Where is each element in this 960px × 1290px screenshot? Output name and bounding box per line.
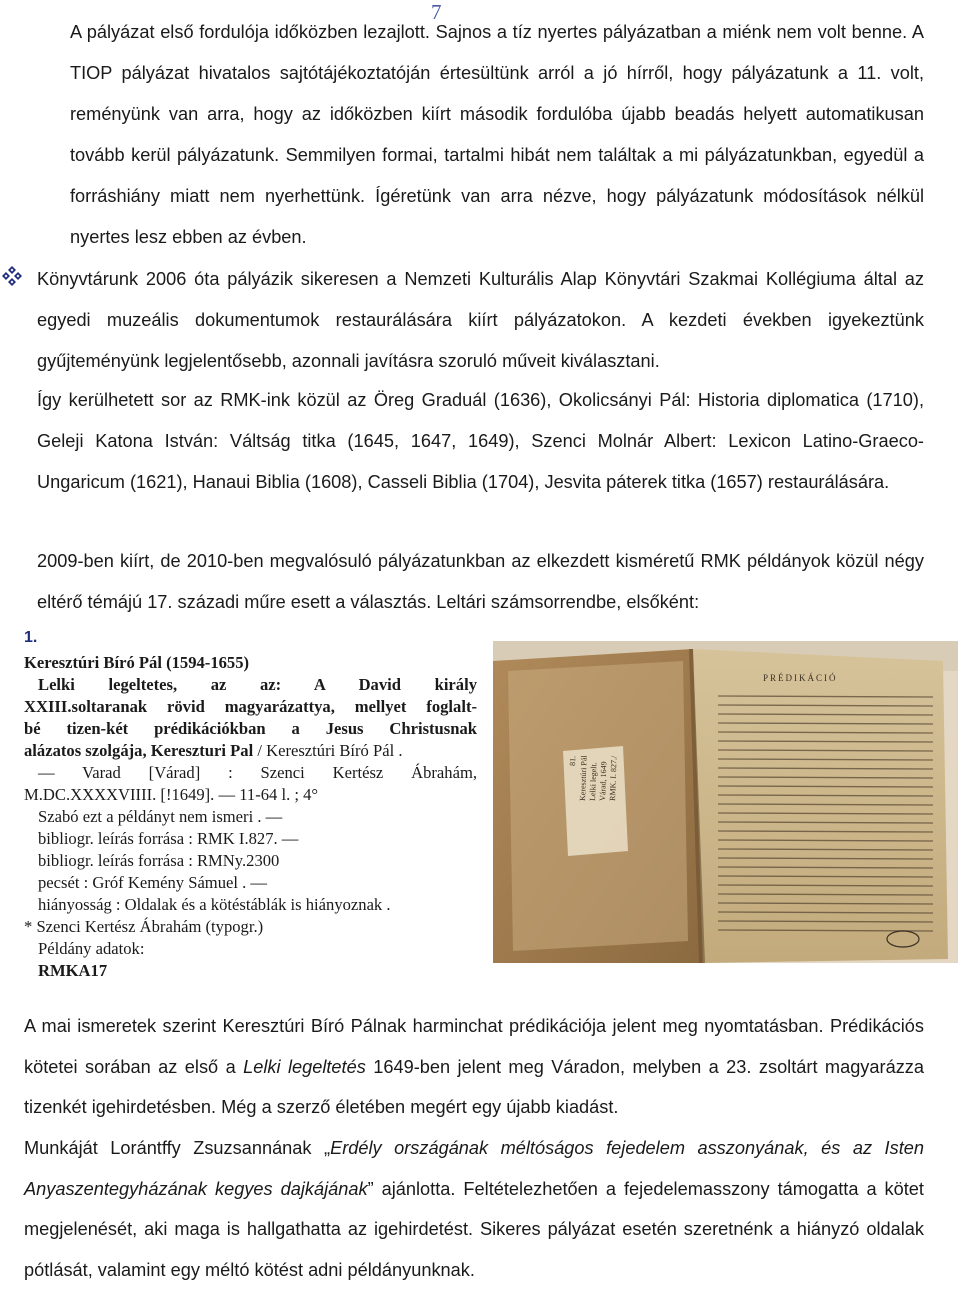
item-number: 1.: [24, 629, 38, 646]
spine-label-line: Várad, 1649: [598, 761, 609, 802]
catalog-title-line-2: XXIII.soltaranak rövid magyarázattya, mellyet foglalt-: [24, 697, 477, 716]
paragraph-dedication-part-2: ” ajánlotta. Feltételezhetően a fejedelemasszony támogatta a kötet megjelenését, aki maga is hallgathatta az igehirdetést. Sikeres pályázat esetén szeretnénk a hiányzó oldalak pótlását, valamint egy méltó kötést adni példányunknak.: [24, 1178, 924, 1280]
catalog-record: [24, 652, 477, 982]
diamond-cluster-icon: [2, 263, 36, 297]
book-photo: [493, 641, 958, 963]
catalog-title-line-4: [24, 740, 477, 762]
catalog-title-line-1: Lelki legeltetes, az az: A David király: [38, 675, 477, 694]
catalog-note-2: bibliogr. leírás forrása : RMK I.827. —: [38, 829, 299, 848]
paragraph-sermons-part-1: A mai ismeretek szerint Keresztúri Bíró Pálnak harminchat prédikációja jelent meg nyomtatásban. Prédikációs kötetei sorában az első a: [24, 1016, 924, 1077]
paragraph-dedication: [24, 1128, 924, 1290]
paragraph-dedication-quote: Erdély országának méltóságos fejedelem asszonyának, és az Isten Anyaszentegyházának kegyes dajkájának: [24, 1138, 924, 1199]
page-number: 7: [431, 0, 442, 24]
paragraph-dedication-part-1: Munkáját Lorántffy Zsuzsannának „: [24, 1138, 331, 1158]
catalog-imprint-line-2: M.DC.XXXXVIIII. [!1649]. — 11-64 l. ; 4°: [24, 785, 319, 804]
catalog-copy-id: RMKA17: [38, 961, 108, 980]
spine-label-line: RMK. I. 827./: [608, 755, 619, 802]
spine-label-line: Lelki legelt.: [588, 762, 599, 802]
paragraph-nka-applications: Könyvtárunk 2006 óta pályázik sikeresen a Nemzeti Kulturális Alap Könyvtári Szakmai Kollégiuma által az egyedi muzeális dokumentumok restaurálására kiírt pályázatokon. A kezdeti években igyekeztünk gyűjteményünk legjelentősebb, azonnali javításra szoruló műveit kiválasztani.: [37, 269, 924, 371]
catalog-note-6: * Szenci Kertész Ábrahám (typogr.): [24, 917, 264, 936]
paragraph-sermons-part-2: 1649-ben jelent meg Váradon, melyben a 23. zsoltárt magyarázza tizenkét igehirdetésben. Még a szerző életében megért egy újabb kiadást.: [24, 1056, 924, 1117]
paragraph-application-status: A pályázat első fordulója időközben lezajlott. Sajnos a tíz nyertes pályázatban a miénk nem volt benne. A TIOP pályázat hivatalos sajtótájékoztatóján értesültünk arról a jó hírről, hogy pályázatunk a 11. volt, reményünk van arra, hogy az időközben kiírt második fordulóba újabb beadás helyett automatikusan tovább kerül pályázatunk. Semmilyen formai, tartalmi hibát nem találtak a mi pályázatunkban, egyedül a forráshiány miatt nem nyerhettünk. Ígéretünk van arra nézve, hogy pályázatunk módosítások nélkül nyertes lesz ebben az évben.: [70, 22, 924, 247]
catalog-note-5: hiányosság : Oldalak és a kötéstáblák is hiányoznak .: [38, 895, 391, 914]
page-heading: PRÉDIKÁCIÓ: [763, 673, 838, 683]
catalog-note-3: bibliogr. leírás forrása : RMNy.2300: [38, 851, 280, 870]
catalog-note-4: pecsét : Gróf Kemény Sámuel . —: [38, 873, 268, 892]
paragraph-sermons-title: Lelki legeltetés: [243, 1056, 366, 1077]
catalog-author: Keresztúri Bíró Pál (1594-1655): [24, 653, 250, 672]
paragraph-2009-application: 2009-ben kiírt, de 2010-ben megvalósuló pályázatunkban az elkezdett kisméretű RMK példányok közül négy eltérő témájú 17. századi műre esett a választás. Leltári számsorrendbe, elsőként:: [37, 551, 924, 612]
catalog-title-line-4-rest: / Keresztúri Bíró Pál .: [253, 741, 403, 760]
spine-label-line: Keresztúri Pál: [578, 755, 589, 802]
catalog-title-line-4-bold: alázatos szolgája, Kereszturi Pal: [24, 741, 254, 760]
catalog-imprint-line-1: — Varad [Várad] : Szenci Kertész Ábrahám,: [38, 763, 477, 782]
catalog-note-1: Szabó ezt a példányt nem ismeri . —: [38, 807, 283, 826]
catalog-copy-label: Példány adatok:: [38, 939, 145, 958]
paragraph-restored-works: Így kerülhetett sor az RMK-ink közül az Öreg Graduál (1636), Okolicsányi Pál: Historia diplomatica (1710), Geleji Katona István: Váltság titka (1645, 1647, 1649), Szenci Molnár Albert: Lexicon Latino-Graeco-Ungaricum (1621), Hanaui Biblia (1608), Casseli Biblia (1704), Jesvita páterek titka (1657) restaurálására.: [37, 390, 924, 492]
catalog-title-line-3: bé tizen-két prédikációkban a Jesus Christusnak: [24, 719, 477, 738]
spine-label-line: 81.: [568, 755, 578, 767]
paragraph-sermons: [24, 1006, 924, 1128]
